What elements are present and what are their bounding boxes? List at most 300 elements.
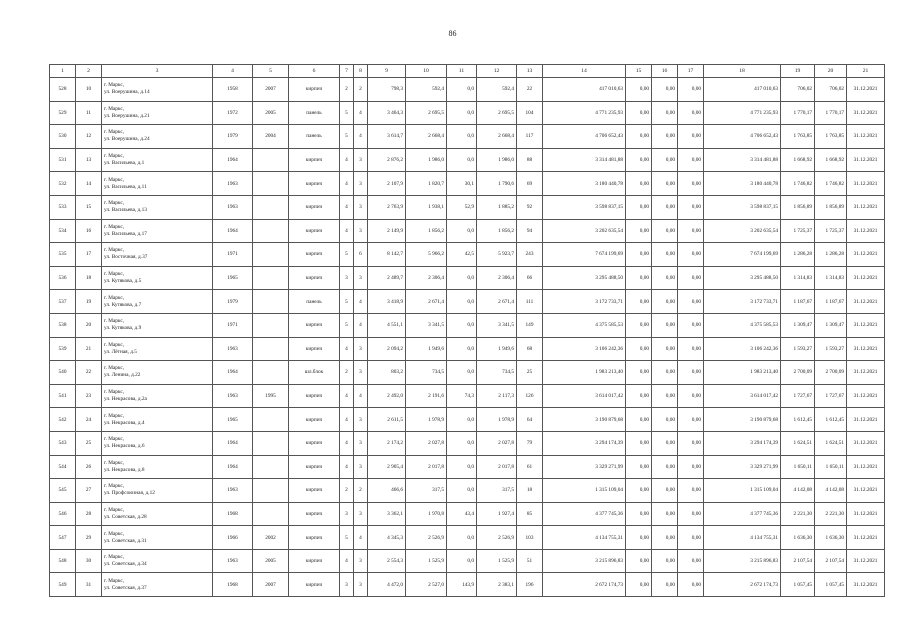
cost-col-17-cell: 0,00 (678, 78, 704, 102)
address-street: ул. Советская, д.28 (104, 513, 147, 520)
total-cost-cell: 4 134 755,31 (543, 526, 626, 550)
nonresidential-area-cell: 0,0 (447, 101, 477, 125)
cost-col-15-cell: 0,00 (626, 361, 652, 385)
column-header: 11 (447, 65, 477, 78)
nonresidential-area-cell: 0,0 (447, 290, 477, 314)
row-number-cell: 534 (50, 219, 76, 243)
row-number-cell: 537 (50, 290, 76, 314)
cost-col-17-cell: 0,00 (678, 266, 704, 290)
cost-col-17-cell: 0,00 (678, 337, 704, 361)
cost-col-18-cell: 3 294 174,39 (704, 431, 781, 455)
unit-cost-cell: 1 746,82 (781, 172, 815, 196)
total-cost-cell: 3 106 242,36 (543, 337, 626, 361)
year-renovated-cell (253, 148, 289, 172)
cost-col-16-cell: 0,00 (652, 431, 678, 455)
residential-area-cell: 2 671,4 (477, 290, 517, 314)
unit-cost-cell: 2 221,30 (781, 502, 815, 526)
living-area-cell: 1 820,7 (406, 172, 447, 196)
total-area-cell: 803,2 (368, 361, 406, 385)
living-area-cell: 1 949,6 (406, 337, 447, 361)
cost-col-15-cell: 0,00 (626, 526, 652, 550)
sub-number-cell: 15 (76, 195, 102, 219)
wall-material-cell: кирпич (289, 549, 340, 573)
floors-cell: 4 (340, 431, 354, 455)
completion-date-cell: 31.12.2021 (847, 479, 885, 503)
sub-number-cell: 21 (76, 337, 102, 361)
address-cell (102, 148, 213, 172)
column-header: 1 (50, 65, 76, 78)
residential-area-cell: 1 885,2 (477, 195, 517, 219)
cost-col-17-cell: 0,00 (678, 148, 704, 172)
row-number-cell: 548 (50, 549, 76, 573)
wall-material-cell: кирпич (289, 148, 340, 172)
table-row (50, 219, 885, 243)
year-built-cell: 1979 (213, 290, 253, 314)
residents-cell: 243 (517, 243, 543, 267)
column-header: 19 (781, 65, 815, 78)
residential-area-cell: 2 526,9 (477, 526, 517, 550)
year-renovated-cell: 2005 (253, 101, 289, 125)
residential-area-cell: 3 341,5 (477, 313, 517, 337)
wall-material-cell: шл.блок (289, 361, 340, 385)
residents-cell: 126 (517, 384, 543, 408)
table-row (50, 172, 885, 196)
total-area-cell: 2 905,4 (368, 455, 406, 479)
cost-col-18-cell: 3 329 271,99 (704, 455, 781, 479)
address-street: ул. Васильева, д.13 (104, 207, 147, 214)
completion-date-cell: 31.12.2021 (847, 195, 885, 219)
year-renovated-cell (253, 479, 289, 503)
nonresidential-area-cell: 0,0 (447, 78, 477, 102)
row-number-cell: 533 (50, 195, 76, 219)
address-city: г. Маркс, (104, 176, 125, 183)
address-cell (102, 455, 213, 479)
residents-cell: 94 (517, 219, 543, 243)
address-cell (102, 337, 213, 361)
cost-col-15-cell: 0,00 (626, 266, 652, 290)
residential-area-cell: 1 790,6 (477, 172, 517, 196)
nonresidential-area-cell: 0,0 (447, 266, 477, 290)
completion-date-cell: 31.12.2021 (847, 455, 885, 479)
cost-col-17-cell: 0,00 (678, 573, 704, 597)
cost-col-15-cell: 0,00 (626, 172, 652, 196)
sub-number-cell: 12 (76, 125, 102, 149)
total-area-cell: 2 174,2 (368, 431, 406, 455)
row-number-cell: 543 (50, 431, 76, 455)
cost-col-16-cell: 0,00 (652, 573, 678, 597)
unit-cost-limit-cell: 1 725,37 (815, 219, 847, 243)
floors-cell: 4 (340, 148, 354, 172)
address-city: г. Маркс, (104, 271, 125, 278)
table-row (50, 526, 885, 550)
table-row (50, 573, 885, 597)
unit-cost-limit-cell: 1 057,45 (815, 573, 847, 597)
entrances-cell: 4 (354, 384, 368, 408)
residential-area-cell: 2 306,4 (477, 266, 517, 290)
address-cell (102, 361, 213, 385)
sub-number-cell: 25 (76, 431, 102, 455)
table-body (50, 78, 885, 597)
unit-cost-cell: 1 057,45 (781, 573, 815, 597)
year-built-cell: 1979 (213, 125, 253, 149)
living-area-cell: 1 525,9 (406, 549, 447, 573)
cost-col-15-cell: 0,00 (626, 243, 652, 267)
row-number-cell: 542 (50, 408, 76, 432)
unit-cost-cell: 1 187,67 (781, 290, 815, 314)
table-row (50, 266, 885, 290)
total-cost-cell: 2 672 174,73 (543, 573, 626, 597)
residential-area-cell: 734,5 (477, 361, 517, 385)
year-renovated-cell (253, 219, 289, 243)
floors-cell: 5 (340, 243, 354, 267)
cost-col-16-cell: 0,00 (652, 502, 678, 526)
cost-col-16-cell: 0,00 (652, 78, 678, 102)
cost-col-16-cell: 0,00 (652, 219, 678, 243)
nonresidential-area-cell: 0,0 (447, 313, 477, 337)
table-row (50, 195, 885, 219)
year-built-cell: 1963 (213, 479, 253, 503)
nonresidential-area-cell: 0,0 (447, 148, 477, 172)
living-area-cell: 2 668,4 (406, 125, 447, 149)
nonresidential-area-cell: 74,3 (447, 384, 477, 408)
total-area-cell: 3 362,1 (368, 502, 406, 526)
cost-col-17-cell: 0,00 (678, 502, 704, 526)
total-cost-cell: 3 180 440,78 (543, 172, 626, 196)
completion-date-cell: 31.12.2021 (847, 502, 885, 526)
row-number-cell: 530 (50, 125, 76, 149)
completion-date-cell: 31.12.2021 (847, 290, 885, 314)
address-street: ул. Некрасова, д.4 (104, 419, 145, 426)
cost-col-16-cell: 0,00 (652, 290, 678, 314)
wall-material-cell: панель (289, 125, 340, 149)
cost-col-17-cell: 0,00 (678, 172, 704, 196)
entrances-cell: 3 (354, 573, 368, 597)
table-row (50, 243, 885, 267)
address-city: г. Маркс, (104, 82, 125, 89)
cost-col-15-cell: 0,00 (626, 384, 652, 408)
completion-date-cell: 31.12.2021 (847, 526, 885, 550)
unit-cost-cell: 1 593,27 (781, 337, 815, 361)
address-street: ул. Воерушина, д.24 (104, 136, 150, 143)
column-header: 10 (406, 65, 447, 78)
cost-col-15-cell: 0,00 (626, 337, 652, 361)
total-area-cell: 466,6 (368, 479, 406, 503)
floors-cell: 4 (340, 549, 354, 573)
completion-date-cell: 31.12.2021 (847, 313, 885, 337)
unit-cost-cell: 2 700,09 (781, 361, 815, 385)
completion-date-cell: 31.12.2021 (847, 549, 885, 573)
sub-number-cell: 29 (76, 526, 102, 550)
total-cost-cell: 3 295 488,50 (543, 266, 626, 290)
table-row (50, 502, 885, 526)
cost-col-15-cell: 0,00 (626, 78, 652, 102)
total-area-cell: 2 876,2 (368, 148, 406, 172)
cost-col-18-cell: 3 172 733,71 (704, 290, 781, 314)
column-header: 4 (213, 65, 253, 78)
row-number-cell: 529 (50, 101, 76, 125)
completion-date-cell: 31.12.2021 (847, 148, 885, 172)
cost-col-15-cell: 0,00 (626, 313, 652, 337)
residential-area-cell: 2 695,5 (477, 101, 517, 125)
column-header: 13 (517, 65, 543, 78)
sub-number-cell: 18 (76, 266, 102, 290)
total-area-cell: 2 554,3 (368, 549, 406, 573)
address-city: г. Маркс, (104, 247, 125, 254)
entrances-cell: 6 (354, 243, 368, 267)
wall-material-cell: кирпич (289, 337, 340, 361)
floors-cell: 2 (340, 479, 354, 503)
entrances-cell: 3 (354, 195, 368, 219)
cost-col-15-cell: 0,00 (626, 408, 652, 432)
address-city: г. Маркс, (104, 129, 125, 136)
total-cost-cell: 3 202 635,54 (543, 219, 626, 243)
total-area-cell: 2 107,9 (368, 172, 406, 196)
year-renovated-cell (253, 313, 289, 337)
unit-cost-limit-cell: 1 624,51 (815, 431, 847, 455)
sub-number-cell: 17 (76, 243, 102, 267)
cost-col-15-cell: 0,00 (626, 573, 652, 597)
completion-date-cell: 31.12.2021 (847, 101, 885, 125)
table-row (50, 479, 885, 503)
address-cell (102, 101, 213, 125)
residents-cell: 61 (517, 455, 543, 479)
year-built-cell: 1963 (213, 337, 253, 361)
address-cell (102, 219, 213, 243)
address-city: г. Маркс, (104, 506, 125, 513)
entrances-cell: 2 (354, 479, 368, 503)
total-cost-cell: 3 314 481,88 (543, 148, 626, 172)
living-area-cell: 1 986,0 (406, 148, 447, 172)
wall-material-cell: кирпич (289, 219, 340, 243)
cost-col-18-cell: 4 377 745,36 (704, 502, 781, 526)
cost-col-17-cell: 0,00 (678, 549, 704, 573)
residents-cell: 196 (517, 573, 543, 597)
floors-cell: 5 (340, 526, 354, 550)
entrances-cell: 2 (354, 78, 368, 102)
wall-material-cell: кирпич (289, 313, 340, 337)
cost-col-17-cell: 0,00 (678, 526, 704, 550)
unit-cost-cell: 4 142,08 (781, 479, 815, 503)
address-street: ул. Некрасова, д.8 (104, 466, 145, 473)
column-header: 21 (847, 65, 885, 78)
cost-col-15-cell: 0,00 (626, 502, 652, 526)
residential-area-cell: 592,4 (477, 78, 517, 102)
total-area-cell: 4 472,0 (368, 573, 406, 597)
completion-date-cell: 31.12.2021 (847, 337, 885, 361)
cost-col-18-cell: 3 202 635,54 (704, 219, 781, 243)
year-renovated-cell (253, 361, 289, 385)
wall-material-cell: кирпич (289, 573, 340, 597)
total-cost-cell: 1 315 109,04 (543, 479, 626, 503)
entrances-cell: 4 (354, 526, 368, 550)
cost-col-16-cell: 0,00 (652, 384, 678, 408)
year-built-cell: 1968 (213, 573, 253, 597)
year-built-cell: 1964 (213, 455, 253, 479)
floors-cell: 5 (340, 290, 354, 314)
cost-col-16-cell: 0,00 (652, 243, 678, 267)
residents-cell: 22 (517, 78, 543, 102)
address-cell (102, 172, 213, 196)
completion-date-cell: 31.12.2021 (847, 431, 885, 455)
column-header: 17 (678, 65, 704, 78)
nonresidential-area-cell: 0,0 (447, 431, 477, 455)
entrances-cell: 3 (354, 337, 368, 361)
column-header: 18 (704, 65, 781, 78)
cost-col-18-cell: 4 706 652,43 (704, 125, 781, 149)
completion-date-cell: 31.12.2021 (847, 219, 885, 243)
year-built-cell: 1965 (213, 408, 253, 432)
table-row (50, 313, 885, 337)
wall-material-cell: панель (289, 290, 340, 314)
entrances-cell: 3 (354, 172, 368, 196)
total-area-cell: 2 489,7 (368, 266, 406, 290)
completion-date-cell: 31.12.2021 (847, 408, 885, 432)
address-street: ул. Лётная, д.5 (104, 348, 137, 355)
residents-cell: 85 (517, 502, 543, 526)
unit-cost-cell: 1 725,37 (781, 219, 815, 243)
year-built-cell: 1971 (213, 243, 253, 267)
residents-cell: 88 (517, 148, 543, 172)
total-cost-cell: 4 706 652,43 (543, 125, 626, 149)
unit-cost-cell: 1 727,67 (781, 384, 815, 408)
entrances-cell: 3 (354, 361, 368, 385)
address-street: ул. Советская, д.37 (104, 584, 147, 591)
unit-cost-limit-cell: 1 314,83 (815, 266, 847, 290)
address-cell (102, 384, 213, 408)
cost-col-15-cell: 0,00 (626, 549, 652, 573)
unit-cost-cell: 706,02 (781, 78, 815, 102)
address-city: г. Маркс, (104, 577, 125, 584)
cost-col-15-cell: 0,00 (626, 455, 652, 479)
living-area-cell: 5 966,2 (406, 243, 447, 267)
cost-col-16-cell: 0,00 (652, 172, 678, 196)
entrances-cell: 3 (354, 408, 368, 432)
residential-area-cell: 2 383,1 (477, 573, 517, 597)
entrances-cell: 4 (354, 313, 368, 337)
cost-col-16-cell: 0,00 (652, 408, 678, 432)
cost-col-18-cell: 3 215 896,83 (704, 549, 781, 573)
year-renovated-cell (253, 408, 289, 432)
address-city: г. Маркс, (104, 105, 125, 112)
unit-cost-limit-cell: 1 286,28 (815, 243, 847, 267)
year-renovated-cell (253, 455, 289, 479)
cost-col-17-cell: 0,00 (678, 195, 704, 219)
residents-cell: 79 (517, 431, 543, 455)
cost-col-16-cell: 0,00 (652, 148, 678, 172)
cost-col-16-cell: 0,00 (652, 361, 678, 385)
cost-col-16-cell: 0,00 (652, 479, 678, 503)
total-area-cell: 2 492,0 (368, 384, 406, 408)
living-area-cell: 2 017,8 (406, 455, 447, 479)
sub-number-cell: 24 (76, 408, 102, 432)
unit-cost-cell: 1 636,30 (781, 526, 815, 550)
address-city: г. Маркс, (104, 436, 125, 443)
address-cell (102, 526, 213, 550)
unit-cost-limit-cell: 4 142,08 (815, 479, 847, 503)
cost-col-15-cell: 0,00 (626, 148, 652, 172)
table-row (50, 549, 885, 573)
floors-cell: 4 (340, 195, 354, 219)
completion-date-cell: 31.12.2021 (847, 573, 885, 597)
living-area-cell: 734,5 (406, 361, 447, 385)
floors-cell: 4 (340, 219, 354, 243)
cost-col-15-cell: 0,00 (626, 479, 652, 503)
residents-cell: 64 (517, 408, 543, 432)
entrances-cell: 4 (354, 290, 368, 314)
unit-cost-limit-cell: 2 221,30 (815, 502, 847, 526)
address-city: г. Маркс, (104, 365, 125, 372)
total-area-cell: 2 149,9 (368, 219, 406, 243)
sub-number-cell: 19 (76, 290, 102, 314)
cost-col-18-cell: 417 010,63 (704, 78, 781, 102)
table-row (50, 125, 885, 149)
completion-date-cell: 31.12.2021 (847, 266, 885, 290)
total-area-cell: 2 611,5 (368, 408, 406, 432)
unit-cost-limit-cell: 1 746,82 (815, 172, 847, 196)
row-number-cell: 546 (50, 502, 76, 526)
cost-col-16-cell: 0,00 (652, 337, 678, 361)
address-cell (102, 125, 213, 149)
address-street: ул. Воерушина, д.21 (104, 112, 150, 119)
cost-col-16-cell: 0,00 (652, 266, 678, 290)
unit-cost-limit-cell: 1 593,27 (815, 337, 847, 361)
cost-col-15-cell: 0,00 (626, 101, 652, 125)
unit-cost-limit-cell: 1 668,92 (815, 148, 847, 172)
residential-area-cell: 2 668,4 (477, 125, 517, 149)
year-renovated-cell (253, 431, 289, 455)
address-city: г. Маркс, (104, 412, 125, 419)
nonresidential-area-cell: 0,0 (447, 526, 477, 550)
unit-cost-limit-cell: 1 309,47 (815, 313, 847, 337)
cost-col-18-cell: 4 771 235,93 (704, 101, 781, 125)
row-number-cell: 545 (50, 479, 76, 503)
unit-cost-limit-cell: 1 763,85 (815, 125, 847, 149)
residential-area-cell: 1 856,2 (477, 219, 517, 243)
nonresidential-area-cell: 0,0 (447, 361, 477, 385)
living-area-cell: 2 191,6 (406, 384, 447, 408)
address-cell (102, 549, 213, 573)
address-street: ул. Ленина, д.22 (104, 372, 141, 379)
row-number-cell: 540 (50, 361, 76, 385)
cost-col-18-cell: 1 983 213,40 (704, 361, 781, 385)
cost-col-17-cell: 0,00 (678, 125, 704, 149)
unit-cost-cell: 1 314,83 (781, 266, 815, 290)
total-cost-cell: 4 375 585,53 (543, 313, 626, 337)
unit-cost-cell: 1 286,28 (781, 243, 815, 267)
year-built-cell: 1964 (213, 148, 253, 172)
sub-number-cell: 16 (76, 219, 102, 243)
year-built-cell: 1964 (213, 431, 253, 455)
cost-col-17-cell: 0,00 (678, 101, 704, 125)
wall-material-cell: кирпич (289, 384, 340, 408)
wall-material-cell: кирпич (289, 172, 340, 196)
entrances-cell: 3 (354, 431, 368, 455)
year-renovated-cell (253, 195, 289, 219)
year-built-cell: 1958 (213, 78, 253, 102)
living-area-cell: 1 938,1 (406, 195, 447, 219)
column-header: 3 (102, 65, 213, 78)
table-row (50, 361, 885, 385)
cost-col-16-cell: 0,00 (652, 313, 678, 337)
residential-area-cell: 1 986,0 (477, 148, 517, 172)
address-street: ул. Некрасова, д.2а (104, 396, 147, 403)
unit-cost-limit-cell: 1 727,67 (815, 384, 847, 408)
sub-number-cell: 11 (76, 101, 102, 125)
living-area-cell: 1 856,2 (406, 219, 447, 243)
row-number-cell: 549 (50, 573, 76, 597)
row-number-cell: 536 (50, 266, 76, 290)
wall-material-cell: кирпич (289, 243, 340, 267)
